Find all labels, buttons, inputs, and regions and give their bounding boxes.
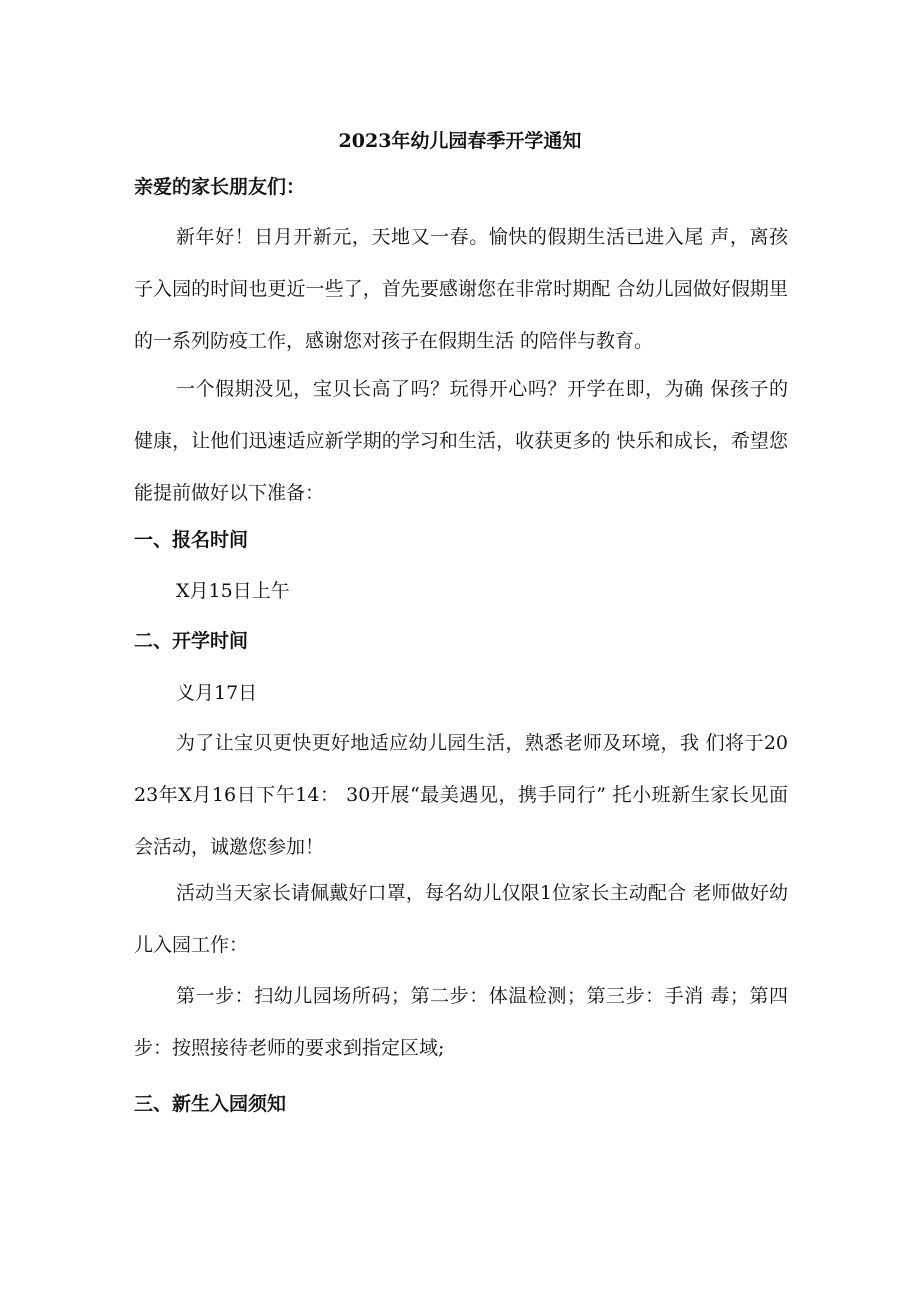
intro-paragraph-2: 一个假期没见，宝贝长高了吗？玩得开心吗？开学在即，为确 保孩子的健康，让他们迅速适应新学期的学习和生活，收获更多的 快乐和成长，希望您能提前做好以下准备：: [134, 378, 788, 504]
document-title: 2023年幼儿园春季开学通知: [338, 130, 582, 152]
registration-time-value: X月15日上午: [176, 580, 290, 602]
section-heading-registration-time: 一、报名时间: [134, 529, 249, 551]
mask-paragraph: 活动当天家长请佩戴好口罩，每名幼儿仅限1位家长主动配合 老师做好幼儿入园工作：: [134, 882, 788, 956]
section-heading-new-student-notice: 三、新生入园须知: [134, 1093, 287, 1115]
meeting-paragraph: 为了让宝贝更快更好地适应幼儿园生活，熟悉老师及环境，我 们将于2023年X月16日下午14： 30开展“最美遇见，携手同行” 托小班新生家长见面会活动，诚邀您参加！: [134, 732, 788, 858]
school-start-date-value: 义月17日: [176, 682, 258, 704]
section-heading-school-start-time: 二、开学时间: [134, 630, 249, 652]
intro-paragraph-1: 新年好！日月开新元，天地又一春。愉快的假期生活已进入尾 声，离孩子入园的时间也更近一些了，首先要感谢您在非常时期配 合幼儿园做好假期里的一系列防疫工作，感谢您对孩子在假期生活 的陪伴与教育。: [134, 226, 788, 352]
salutation: 亲爱的家长朋友们：: [134, 176, 306, 198]
steps-paragraph: 第一步：扫幼儿园场所码；第二步：体温检测；第三步：手消 毒；第四步：按照接待老师的要求到指定区域;: [134, 985, 788, 1059]
